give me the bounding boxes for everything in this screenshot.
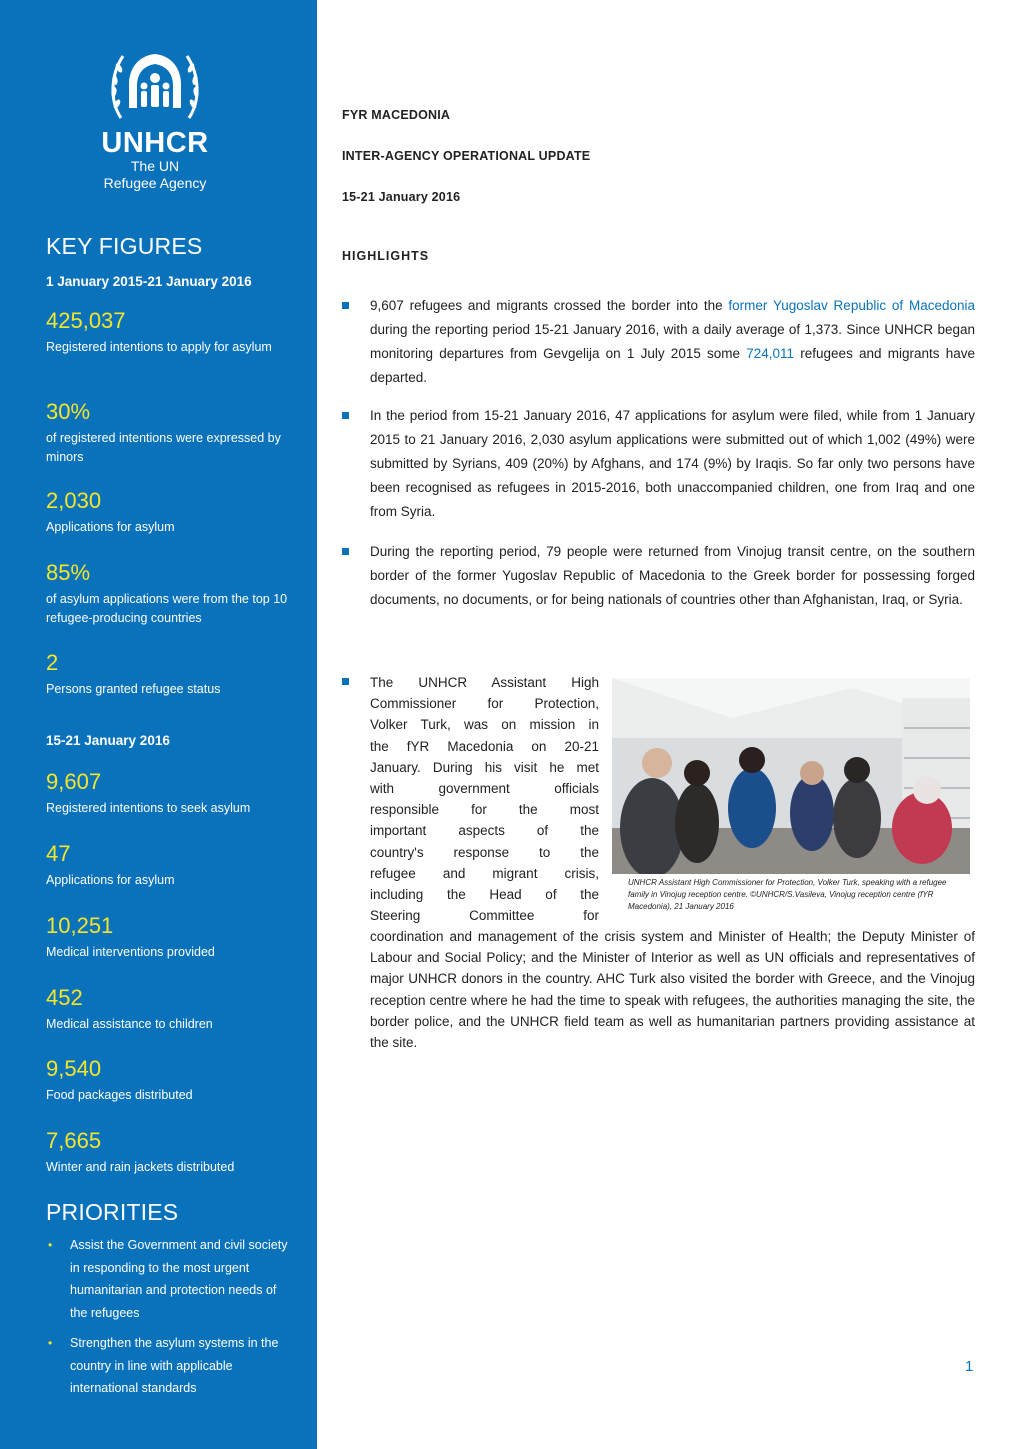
bullet-icon — [342, 412, 349, 419]
highlight-item — [342, 540, 975, 612]
sidebar — [0, 0, 317, 1449]
key-figure — [46, 985, 296, 1034]
brand-tagline-2: Refugee Agency — [103, 175, 207, 191]
figure-value: 47 — [46, 841, 71, 866]
figure-label: Food packages distributed — [46, 1088, 193, 1102]
figure-value: 85% — [46, 560, 91, 585]
figure-value: 7,665 — [46, 1128, 102, 1153]
highlight-text-part: during the reporting period 15-21 January 2016, with a daily average of 1,373. Since UNHCR began monitoring departures from Gevgelija on 1 July 2015 some — [370, 322, 975, 361]
highlight-line: refugee and migrant crisis, — [370, 865, 599, 881]
figure-value: 10,251 — [46, 913, 114, 938]
brand-tagline-1: The UN — [130, 158, 180, 174]
figure-label: Registered intentions to seek asylum — [46, 801, 251, 815]
highlight-line: country's response to the — [370, 844, 599, 860]
priority-text: Strengthen the asylum systems in the country in line with applicable international standards — [70, 1336, 279, 1395]
unhcr-emblem-icon — [107, 48, 203, 126]
doc-type: INTER-AGENCY OPERATIONAL UPDATE — [342, 149, 591, 163]
highlight-line: with government officials — [370, 781, 599, 797]
figure-label: Medical interventions provided — [46, 945, 215, 959]
key-figure — [46, 560, 296, 628]
figure-value: 425,037 — [46, 308, 126, 333]
figure-label: Applications for asylum — [46, 873, 175, 887]
bullet-icon: • — [48, 1238, 53, 1252]
highlight-line: including the Head of the — [370, 887, 599, 903]
priority-item — [46, 1234, 296, 1324]
country-title: FYR MACEDONIA — [342, 108, 451, 122]
figure-value: 9,540 — [46, 1056, 102, 1081]
key-figure — [46, 913, 296, 962]
key-figure — [46, 488, 296, 537]
highlight-item — [342, 672, 601, 926]
highlight-item — [342, 404, 975, 524]
period-2: 15-21 January 2016 — [46, 733, 170, 748]
highlight-line: The UNHCR Assistant High — [370, 675, 599, 690]
unhcr-logo — [90, 48, 220, 192]
priority-item — [46, 1332, 296, 1400]
highlight-text — [370, 294, 975, 390]
highlight-line: Volker Turk, was on mission in — [370, 717, 599, 733]
photo-caption: UNHCR Assistant High Commissioner for Protection, Volker Turk, speaking with a refugee family in Vinojug reception centre. ©UNHCR/S.Vasileva, Vinojug reception centre (fYR Macedonia), 21 January 2016 — [628, 878, 947, 911]
figure-value: 452 — [46, 985, 83, 1010]
highlight-line: Steering Committee for — [370, 908, 599, 924]
key-figure — [46, 769, 296, 818]
figure-label: of asylum applications were from the top 10 refugee-producing countries — [46, 592, 288, 625]
priorities-list — [46, 1234, 296, 1408]
bullet-icon: • — [48, 1336, 53, 1350]
highlight-text-part: refugees and migrants have departed. — [370, 346, 975, 385]
key-figure — [46, 1128, 296, 1177]
link-fyr-macedonia[interactable]: former Yugoslav Republic of Macedonia — [728, 298, 975, 313]
highlight-text-part: 9,607 refugees and migrants crossed the border into the — [370, 298, 729, 313]
highlights-title: HIGHLIGHTS — [342, 249, 430, 263]
key-figures-title: KEY FIGURES — [46, 233, 203, 259]
figure-label: Registered intentions to apply for asylum — [46, 340, 272, 354]
highlight-line: responsible for the most — [370, 802, 599, 818]
priorities-title: PRIORITIES — [46, 1199, 179, 1225]
key-figure — [46, 308, 296, 357]
figure-value: 2 — [46, 650, 59, 675]
figure-label: Winter and rain jackets distributed — [46, 1160, 235, 1174]
highlight-text: In the period from 15-21 January 2016, 47 applications for asylum were filed, while from 1 January 2015 to 21 January 2016, 2,030 asylum applications were submitted out of which 1,002 (49%) were submitted by Syrians, 409 (20%) by Afghans, and 174 (9%) by Iraqis. So far only two persons have been recognised as refugees in 2015-2016, both unaccompanied children, one from Iraq and one from Syria. — [370, 408, 975, 519]
refugee-meeting-photo — [612, 678, 970, 874]
bullet-icon — [342, 678, 349, 685]
highlight-line: January. During his visit he met — [370, 759, 599, 775]
photo-figure — [612, 678, 972, 924]
highlight-line: the fYR Macedonia on 20-21 — [370, 738, 599, 754]
figure-label: Applications for asylum — [46, 520, 175, 534]
figure-value: 2,030 — [46, 488, 102, 513]
key-figure — [46, 841, 296, 890]
bullet-icon — [342, 302, 349, 309]
figure-label: Medical assistance to children — [46, 1017, 213, 1031]
highlight-text: During the reporting period, 79 people were returned from Vinojug transit centre, on the southern border of the former Yugoslav Republic of Macedonia to the Greek border for possessing forged documents, no documents, or for being nationals of countries other than Afghanistan, Iraq, or Syria. — [370, 544, 975, 607]
page-number: 1 — [965, 1358, 974, 1375]
highlight-item — [342, 294, 975, 390]
figure-value: 9,607 — [46, 769, 102, 794]
highlight-line: Commissioner for Protection, — [370, 696, 599, 712]
date-range: 15-21 January 2016 — [342, 190, 461, 204]
figure-label: Persons granted refugee status — [46, 682, 221, 696]
key-figure — [46, 399, 296, 467]
highlight-text — [370, 672, 599, 926]
priority-text: Assist the Government and civil society in responding to the most urgent humanitarian and protection needs of the refugees — [70, 1238, 288, 1320]
key-figure — [46, 1056, 296, 1105]
brand-name: UNHCR — [101, 127, 209, 159]
highlight-text-continued: coordination and management of the crisis system and Minister of Health; the Deputy Minister of Labour and Social Policy; and the Minister of Interior as well as UN officials and representatives of major UNHCR donors in the country. AHC Turk also visited the border with Greece, and the Vinojug reception centre where he had the time to speak with refugees, the authorities managing the site, the border police, and the UNHCR field team as well as humanitarian partners providing assistance at the site. — [370, 929, 975, 1051]
key-figure — [46, 650, 296, 699]
figure-value: 30% — [46, 399, 91, 424]
highlight-line: important aspects of the — [370, 823, 599, 839]
bullet-icon — [342, 548, 349, 555]
period-1: 1 January 2015-21 January 2016 — [46, 274, 252, 289]
figure-label: of registered intentions were expressed by minors — [46, 431, 281, 464]
link-departures-count[interactable]: 724,011 — [746, 346, 795, 361]
